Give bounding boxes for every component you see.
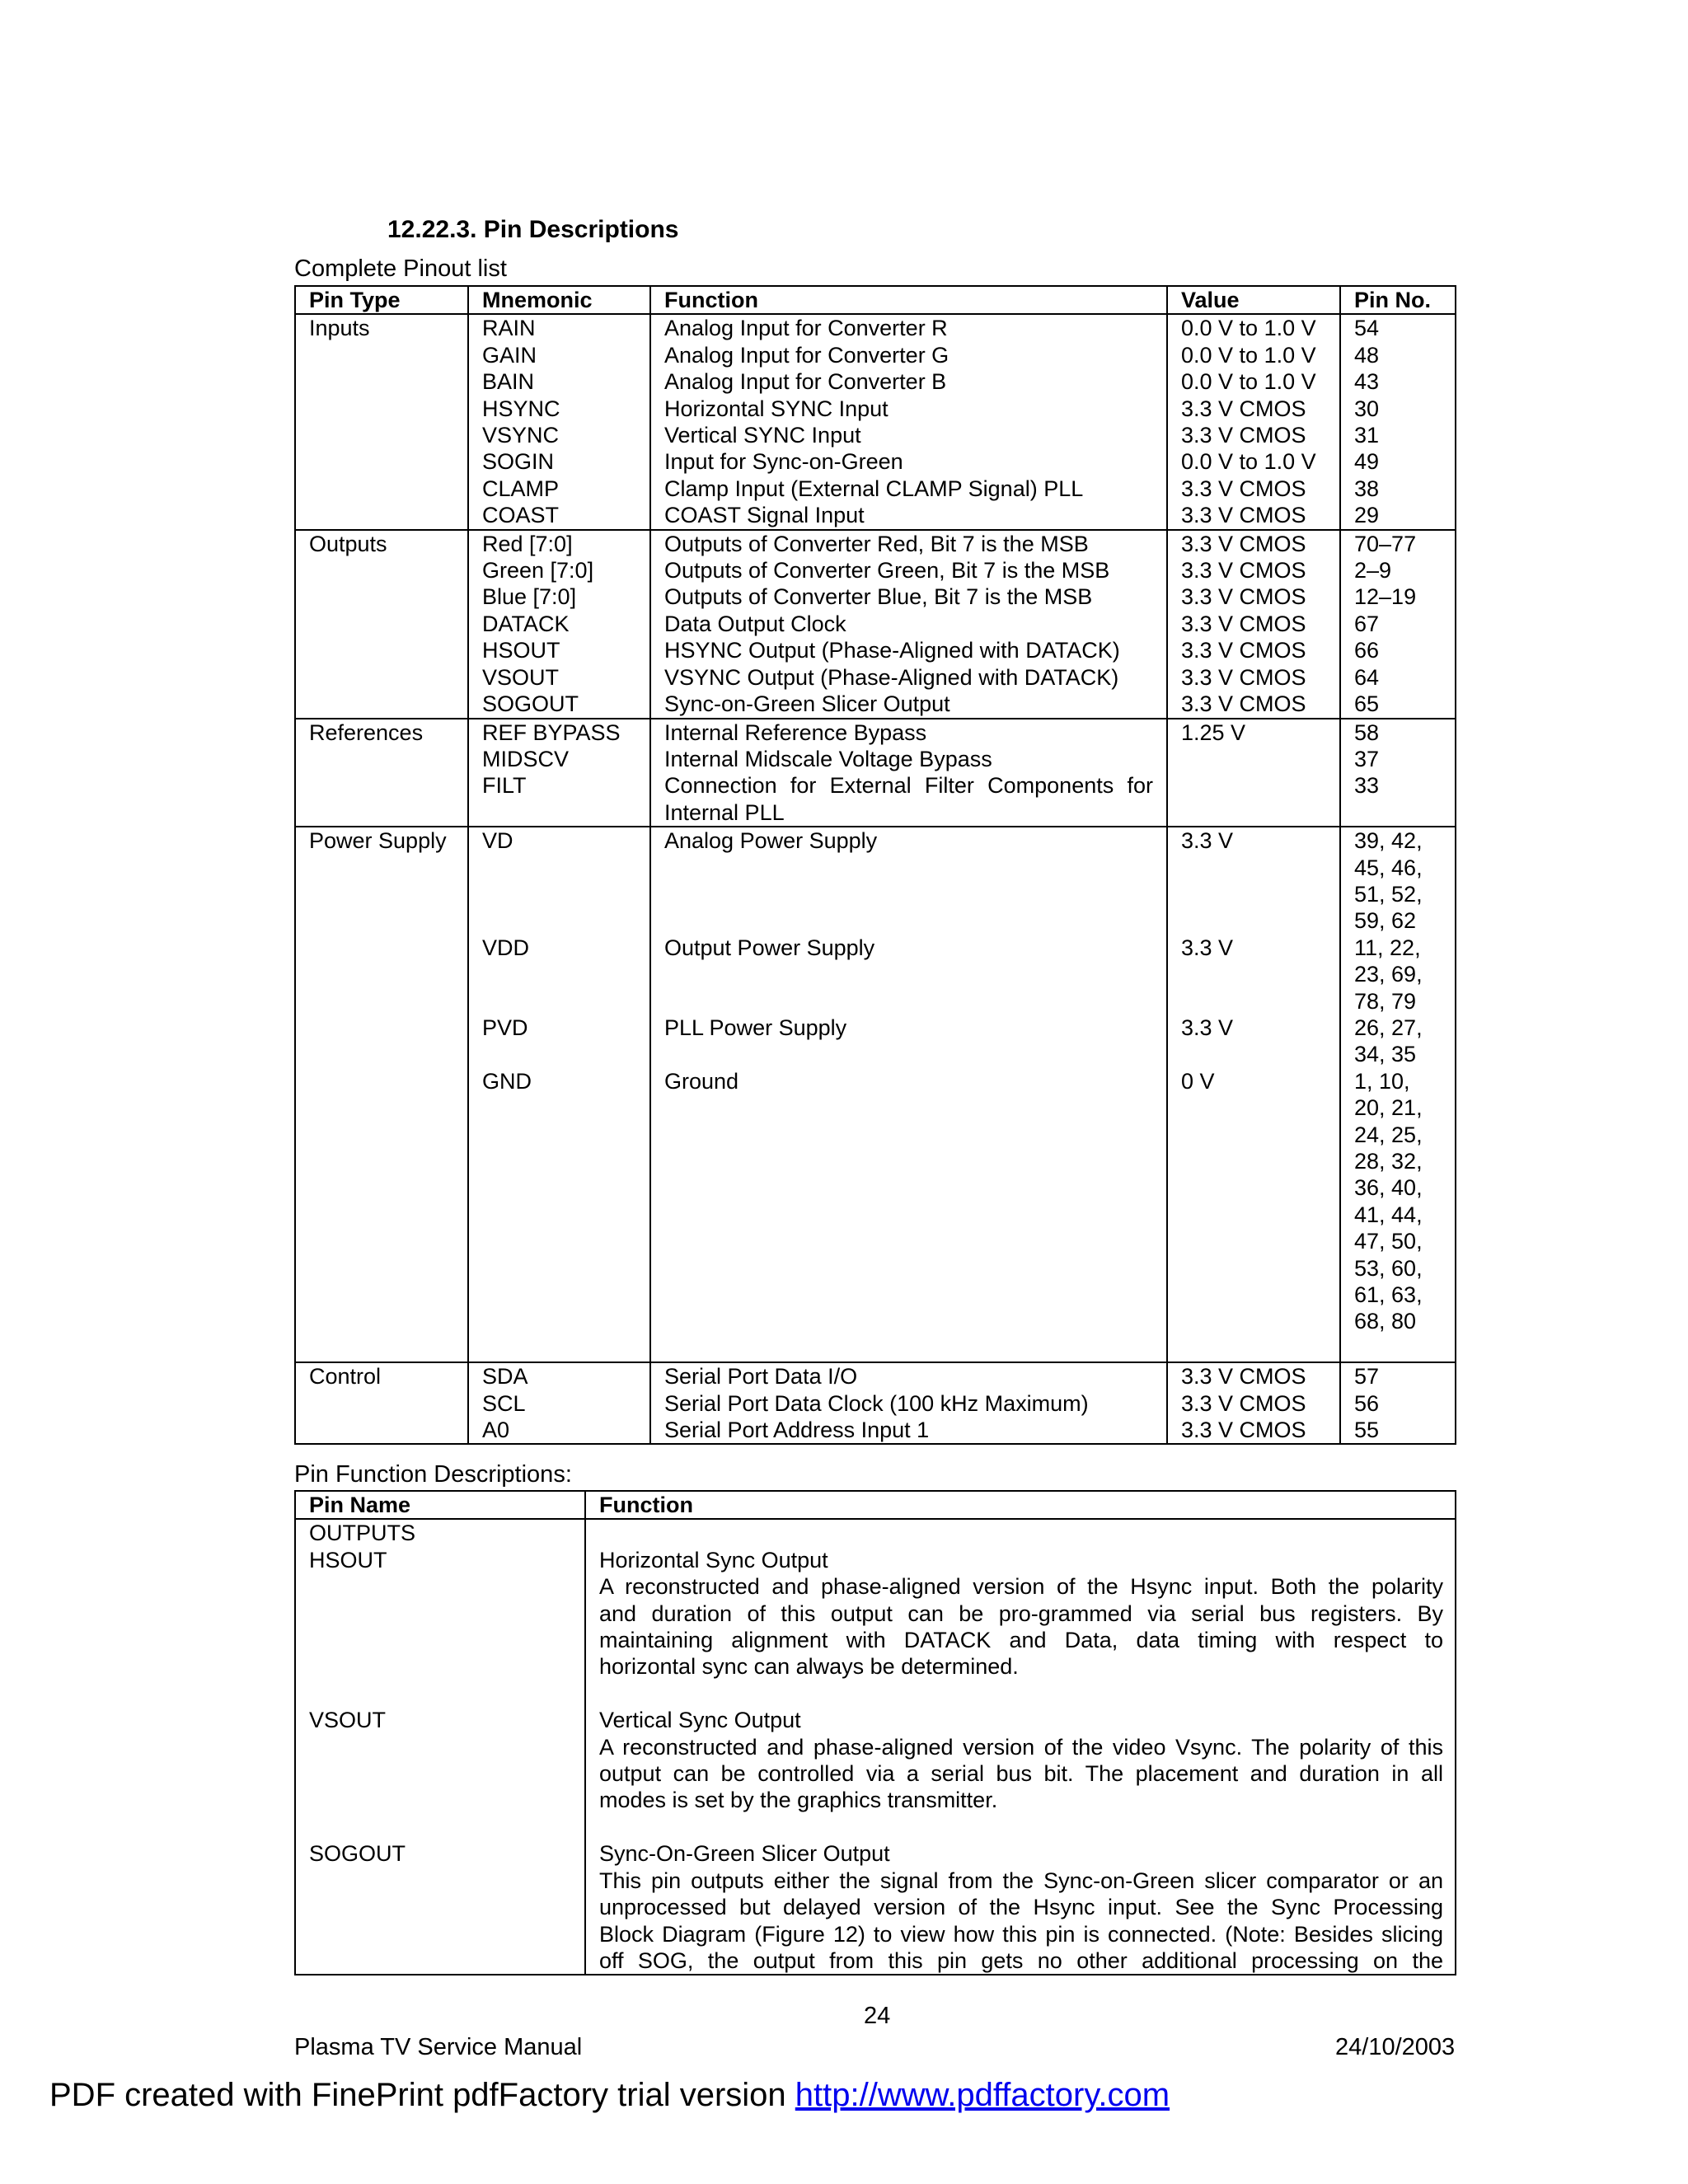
- value-text: 3.3 V CMOS: [1181, 611, 1306, 636]
- function-text: Vertical SYNC Input: [664, 423, 861, 448]
- value-text: 0.0 V to 1.0 V: [1181, 449, 1316, 475]
- mnemonic: HSOUT: [482, 638, 560, 663]
- desc-title: Horizontal Sync Output: [599, 1547, 828, 1572]
- desc-header-row: [295, 1491, 1456, 1519]
- pin-type-cell: [295, 1362, 468, 1444]
- pin-number: 57: [1354, 1364, 1380, 1390]
- desc-text: and duration of this output can be pro-grammed via serial bus registers. By: [599, 1601, 1443, 1626]
- value-text: 0.0 V to 1.0 V: [1181, 316, 1316, 341]
- header-pin-type: Pin Type: [295, 286, 468, 314]
- pin-number: 2–9: [1354, 558, 1392, 583]
- function-text: Serial Port Data I/O: [664, 1364, 858, 1390]
- footer-date: 24/10/2003: [1335, 2034, 1456, 2060]
- mnemonic: VD: [482, 828, 513, 854]
- pin-number: 28, 32,: [1354, 1149, 1423, 1174]
- value-text: 3.3 V CMOS: [1181, 1390, 1306, 1416]
- pin-number: 20, 21,: [1354, 1095, 1423, 1121]
- page-number: 24: [864, 2003, 891, 2029]
- function-text: Internal PLL: [664, 799, 785, 825]
- footer-left: Plasma TV Service Manual: [294, 2034, 583, 2060]
- function-text: Input for Sync-on-Green: [664, 449, 903, 475]
- pin-name: VSOUT: [309, 1708, 387, 1733]
- pin-number: 39, 42,: [1354, 828, 1423, 854]
- function-text: Internal Reference Bypass: [664, 719, 927, 745]
- pin-number: 66: [1354, 638, 1380, 663]
- pin-number: 59, 62: [1354, 908, 1417, 934]
- function-text: Connection for External Filter Components for: [664, 773, 1153, 799]
- pin-number: 38: [1354, 476, 1380, 501]
- desc-text: modes is set by the graphics transmitter.: [599, 1788, 998, 1813]
- pin-number: 58: [1354, 719, 1380, 745]
- pin-number: 30: [1354, 396, 1380, 421]
- pin-number: 64: [1354, 664, 1380, 690]
- value-text: 0.0 V to 1.0 V: [1181, 342, 1316, 368]
- pin-name: HSOUT: [309, 1547, 387, 1572]
- pin-number: 31: [1354, 423, 1380, 448]
- pin-type-label: Outputs: [309, 531, 387, 556]
- value-cell: [1167, 314, 1340, 529]
- value-text: 3.3 V CMOS: [1181, 423, 1306, 448]
- desc-text: A reconstructed and phase-aligned version of the Hsync input. Both the polarity: [599, 1574, 1443, 1600]
- pin-number: 36, 40,: [1354, 1175, 1423, 1201]
- function-text: Outputs of Converter Green, Bit 7 is the MSB: [664, 558, 1110, 583]
- mnemonic: REF BYPASS: [482, 719, 621, 745]
- mnemonic: RAIN: [482, 316, 536, 341]
- desc-title: Vertical Sync Output: [599, 1708, 801, 1733]
- value-text: 3.3 V CMOS: [1181, 638, 1306, 663]
- function-text: HSYNC Output (Phase-Aligned with DATACK): [664, 638, 1120, 663]
- mnemonic-cell: [468, 1362, 650, 1444]
- pin-number: 78, 79: [1354, 988, 1417, 1014]
- mnemonic: Red [7:0]: [482, 531, 573, 556]
- function-cell: [650, 827, 1167, 1362]
- desc-text: A reconstructed and phase-aligned version of the video Vsync. The polarity of this: [599, 1734, 1443, 1760]
- mnemonic: DATACK: [482, 611, 570, 636]
- mnemonic: CLAMP: [482, 476, 560, 501]
- mnemonic-cell: [468, 719, 650, 827]
- function-text: VSYNC Output (Phase-Aligned with DATACK): [664, 664, 1119, 690]
- pin-no-cell: [1340, 719, 1456, 827]
- value-text: 3.3 V CMOS: [1181, 691, 1306, 717]
- function-cell: [650, 530, 1167, 719]
- value-text: 3.3 V CMOS: [1181, 664, 1306, 690]
- desc-text: off SOG, the output from this pin gets no other additional processing on the: [599, 1947, 1443, 1973]
- desc-text: Block Diagram (Figure 12) to view how this pin is connected. (Note: Besides slicing: [599, 1921, 1443, 1947]
- function-text: Serial Port Address Input 1: [664, 1418, 930, 1443]
- mnemonic: FILT: [482, 773, 527, 799]
- function-text: PLL Power Supply: [664, 1015, 847, 1040]
- pin-number: 47, 50,: [1354, 1229, 1423, 1254]
- pinout-group-inputs: [295, 314, 1456, 529]
- value-text: 0 V: [1181, 1068, 1215, 1094]
- pin-no-cell: [1340, 314, 1456, 529]
- pinout-table: [294, 285, 1456, 1445]
- value-text: 3.3 V CMOS: [1181, 1418, 1306, 1443]
- function-cell: [650, 314, 1167, 529]
- value-cell: [1167, 530, 1340, 719]
- function-text: Outputs of Converter Red, Bit 7 is the MSB: [664, 531, 1089, 556]
- mnemonic: VSYNC: [482, 423, 560, 448]
- value-cell: [1167, 719, 1340, 827]
- desc-text: horizontal sync can always be determined.: [599, 1654, 1019, 1680]
- pin-type-cell: [295, 827, 468, 1362]
- value-text: 3.3 V: [1181, 828, 1234, 854]
- pin-number: 49: [1354, 449, 1380, 475]
- pin-number: 12–19: [1354, 584, 1417, 610]
- value-text: 3.3 V CMOS: [1181, 503, 1306, 528]
- function-text: Analog Input for Converter R: [664, 316, 948, 341]
- pin-name-cell: [295, 1519, 585, 1975]
- pin-number: 37: [1354, 746, 1380, 771]
- desc-text: maintaining alignment with DATACK and Data, data timing with respect to: [599, 1628, 1443, 1653]
- mnemonic: SCL: [482, 1390, 526, 1416]
- header-pin-name: Pin Name: [295, 1491, 585, 1519]
- value-text: [1181, 746, 1339, 772]
- mnemonic: GAIN: [482, 342, 537, 368]
- function-text: Horizontal SYNC Input: [664, 396, 889, 421]
- desc-row-outputs: [295, 1519, 1456, 1975]
- function-text: COAST Signal Input: [664, 503, 865, 528]
- value-text: 3.3 V CMOS: [1181, 531, 1306, 556]
- pinout-header-row: [295, 286, 1456, 314]
- mnemonic: VDD: [482, 935, 530, 960]
- function-text: Ground: [664, 1068, 739, 1094]
- pin-number: 33: [1354, 773, 1380, 799]
- desc-text: output can be controlled via a serial bus bit. The placement and duration in all: [599, 1761, 1443, 1787]
- group-label: OUTPUTS: [309, 1521, 416, 1546]
- pinout-group-control: [295, 1362, 1456, 1444]
- pin-number: 67: [1354, 611, 1380, 636]
- pin-number: 54: [1354, 316, 1380, 341]
- pinout-group-references: [295, 719, 1456, 827]
- pin-number: 11, 22,: [1354, 935, 1421, 960]
- header-value: Value: [1167, 286, 1340, 314]
- pin-number: 23, 69,: [1354, 962, 1423, 987]
- pin-type-label: Inputs: [309, 316, 370, 341]
- mnemonic: SOGOUT: [482, 691, 579, 717]
- mnemonic: Blue [7:0]: [482, 584, 577, 610]
- header-mnemonic: Mnemonic: [468, 286, 650, 314]
- mnemonic: VSOUT: [482, 664, 560, 690]
- mnemonic: GND: [482, 1068, 532, 1094]
- mnemonic: SDA: [482, 1364, 528, 1390]
- value-text: 3.3 V CMOS: [1181, 584, 1306, 610]
- pin-name: SOGOUT: [309, 1841, 406, 1867]
- function-text: Sync-on-Green Slicer Output: [664, 691, 950, 717]
- header-desc-function: Function: [585, 1491, 1456, 1519]
- pin-number: 29: [1354, 503, 1380, 528]
- pin-number: 26, 27,: [1354, 1015, 1423, 1040]
- desc-text: unprocessed but delayed version of the Hsync input. See the Sync Processing: [599, 1895, 1443, 1920]
- function-text: Internal Midscale Voltage Bypass: [664, 746, 992, 771]
- pin-no-cell: [1340, 1362, 1456, 1444]
- value-text: 3.3 V CMOS: [1181, 1364, 1306, 1390]
- pin-number: 68, 80: [1354, 1309, 1417, 1334]
- pin-type-label: Control: [309, 1364, 382, 1390]
- mnemonic: Green [7:0]: [482, 558, 594, 583]
- value-text: 3.3 V CMOS: [1181, 396, 1306, 421]
- pin-number: 61, 63,: [1354, 1282, 1423, 1308]
- pin-type-cell: [295, 314, 468, 529]
- mnemonic: A0: [482, 1418, 510, 1443]
- mnemonic: HSYNC: [482, 396, 560, 421]
- header-pin-no: Pin No.: [1340, 286, 1456, 314]
- pin-no-cell: [1340, 530, 1456, 719]
- value-text: 3.3 V CMOS: [1181, 558, 1306, 583]
- function-text: Outputs of Converter Blue, Bit 7 is the MSB: [664, 584, 1093, 610]
- pinout-caption: Complete Pinout list: [294, 255, 507, 282]
- pdf-notice-text: PDF created with FinePrint pdfFactory trial version: [49, 2077, 795, 2113]
- mnemonic: BAIN: [482, 369, 535, 395]
- pdf-notice: [49, 2077, 1170, 2114]
- mnemonic: PVD: [482, 1015, 528, 1040]
- header-function: Function: [650, 286, 1167, 314]
- pin-number: 24, 25,: [1354, 1122, 1423, 1147]
- function-text: Output Power Supply: [664, 935, 875, 960]
- desc-title: Sync-On-Green Slicer Output: [599, 1841, 890, 1867]
- pin-type-label: Power Supply: [309, 828, 447, 854]
- value-text: 0.0 V to 1.0 V: [1181, 369, 1316, 395]
- value-cell: [1167, 1362, 1340, 1444]
- pin-number: 70–77: [1354, 531, 1417, 556]
- pin-number: 34, 35: [1354, 1042, 1417, 1067]
- section-heading: 12.22.3. Pin Descriptions: [387, 216, 679, 243]
- pinout-group-outputs: [295, 530, 1456, 719]
- pin-type-label: References: [309, 719, 424, 745]
- pinout-group-power-supply: [295, 827, 1456, 1362]
- value-text: 3.3 V: [1181, 935, 1234, 960]
- pin-number: 55: [1354, 1418, 1380, 1443]
- function-text: Analog Input for Converter B: [664, 369, 947, 395]
- mnemonic: COAST: [482, 503, 560, 528]
- pin-no-cell: [1340, 827, 1456, 1362]
- value-text: 3.3 V: [1181, 1015, 1234, 1040]
- mnemonic-cell: [468, 530, 650, 719]
- mnemonic-cell: [468, 314, 650, 529]
- mnemonic: SOGIN: [482, 449, 555, 475]
- pin-type-cell: [295, 530, 468, 719]
- pin-type-cell: [295, 719, 468, 827]
- pin-number: 48: [1354, 342, 1380, 368]
- value-text: [1181, 772, 1339, 799]
- pin-number: 45, 46,: [1354, 855, 1423, 880]
- value-text: 3.3 V CMOS: [1181, 476, 1306, 501]
- function-text: Analog Input for Converter G: [664, 342, 950, 368]
- function-text: Serial Port Data Clock (100 kHz Maximum): [664, 1390, 1089, 1416]
- function-text: Analog Power Supply: [664, 828, 878, 854]
- pin-number: 1, 10,: [1354, 1068, 1410, 1094]
- pin-number: 43: [1354, 369, 1380, 395]
- pin-number: 53, 60,: [1354, 1255, 1423, 1281]
- pin-number: 51, 52,: [1354, 881, 1423, 907]
- function-cell: [650, 719, 1167, 827]
- desc-function-cell: [585, 1519, 1456, 1975]
- desc-text: This pin outputs either the signal from the Sync-on-Green slicer comparator or an: [599, 1868, 1443, 1893]
- value-cell: [1167, 827, 1340, 1362]
- function-cell: [650, 1362, 1167, 1444]
- pin-number: 65: [1354, 691, 1380, 717]
- function-desc-caption: Pin Function Descriptions:: [294, 1461, 572, 1488]
- mnemonic-cell: [468, 827, 650, 1362]
- function-text: Clamp Input (External CLAMP Signal) PLL: [664, 476, 1084, 501]
- mnemonic: MIDSCV: [482, 746, 570, 771]
- function-text: Data Output Clock: [664, 611, 846, 636]
- pin-number: 41, 44,: [1354, 1202, 1423, 1227]
- function-desc-table: [294, 1490, 1456, 1975]
- value-text: 1.25 V: [1181, 719, 1246, 745]
- pdf-notice-link[interactable]: http://www.pdffactory.com: [795, 2077, 1170, 2113]
- pin-number: 56: [1354, 1390, 1380, 1416]
